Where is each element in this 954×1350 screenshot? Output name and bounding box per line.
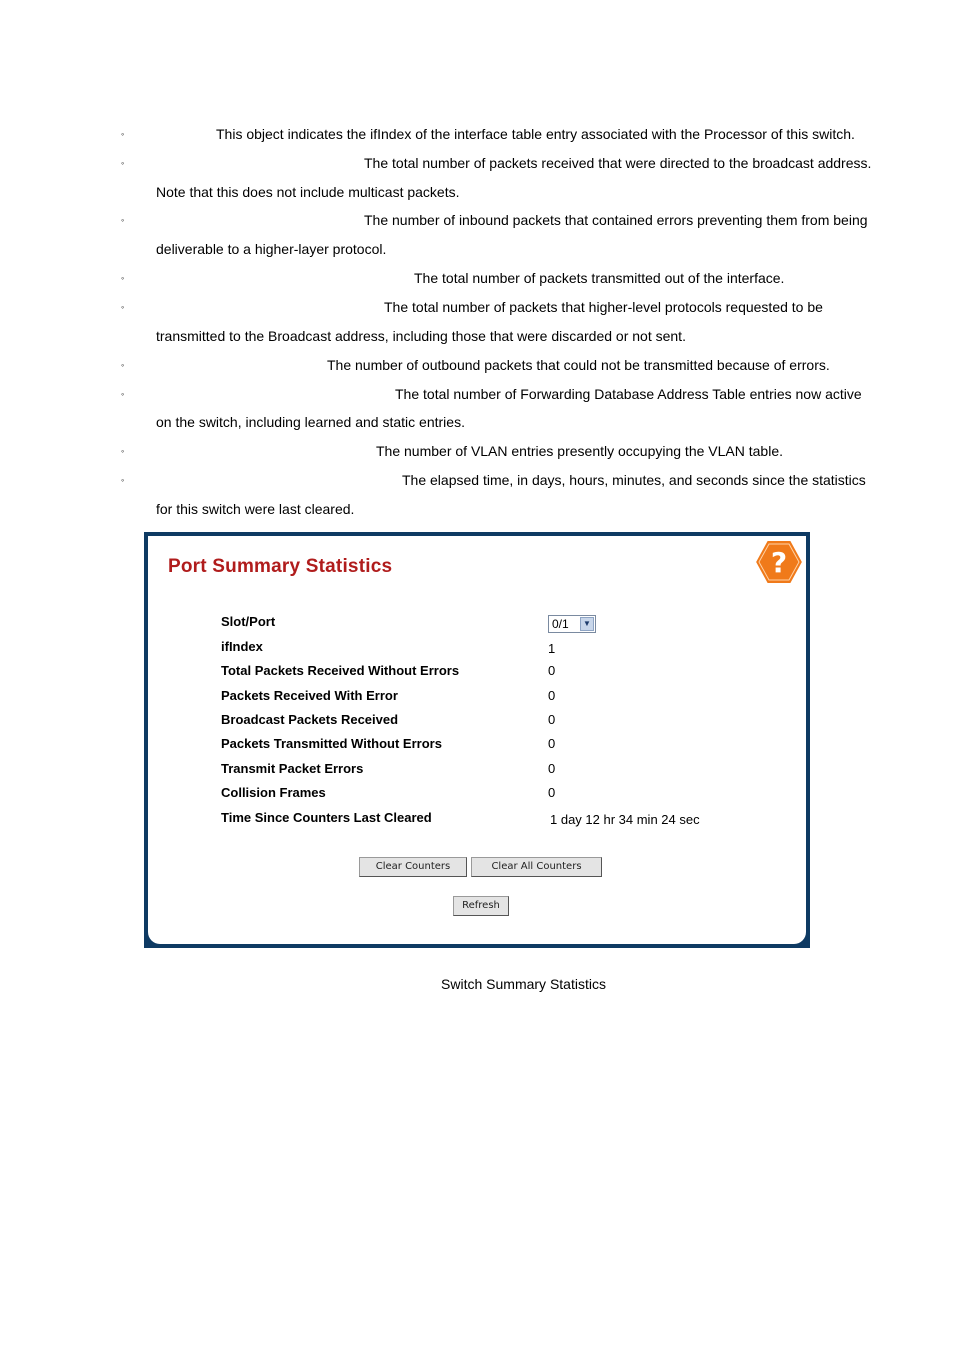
chevron-down-icon[interactable]: ▼: [580, 617, 594, 631]
bullet-text-cont: deliverable to a higher-layer protocol.: [156, 241, 387, 257]
slot-port-select[interactable]: [548, 615, 596, 633]
transmit-packet-errors-value: 0: [548, 761, 556, 776]
time-since-cleared-label: Time Since Counters Last Cleared: [221, 810, 432, 825]
bullet-text: The elapsed time, in days, hours, minutes, and seconds since the statistics: [402, 472, 866, 488]
bullet-marker: ◦: [121, 215, 125, 225]
bullet-text: The number of VLAN entries presently occupying the VLAN table.: [376, 443, 783, 459]
bullet-text-cont: for this switch were last cleared.: [156, 501, 355, 517]
bullet-marker: ◦: [121, 302, 125, 312]
bullet-marker: ◦: [121, 475, 125, 485]
total-packets-received-label: Total Packets Received Without Errors: [221, 663, 460, 678]
bullet-text-cont: transmitted to the Broadcast address, including those that were discarded or not sent.: [156, 328, 686, 344]
broadcast-packets-received-label: Broadcast Packets Received: [221, 712, 399, 727]
figure-caption: Switch Summary Statistics: [441, 976, 606, 992]
bullet-marker: ◦: [121, 129, 125, 139]
bullet-text: The total number of Forwarding Database Address Table entries now active: [395, 386, 862, 402]
bullet-marker: ◦: [121, 273, 125, 283]
bullet-marker: ◦: [121, 446, 125, 456]
port-summary-panel: [144, 532, 810, 948]
bullet-text-cont: on the switch, including learned and static entries.: [156, 414, 465, 430]
broadcast-packets-received-value: 0: [548, 712, 556, 727]
packets-transmitted-value: 0: [548, 736, 556, 751]
total-packets-received-value: 0: [548, 663, 556, 678]
bullet-text: The number of inbound packets that contained errors preventing them from being: [364, 212, 868, 228]
bullet-marker: ◦: [121, 389, 125, 399]
ifindex-label: ifIndex: [221, 639, 263, 654]
bullet-marker: ◦: [121, 360, 125, 370]
packets-transmitted-label: Packets Transmitted Without Errors: [221, 736, 442, 751]
transmit-packet-errors-label: Transmit Packet Errors: [221, 761, 364, 776]
refresh-button[interactable]: Refresh: [453, 896, 509, 916]
panel-title: Port Summary Statistics: [168, 556, 393, 577]
slot-port-selected-value: 0/1: [552, 617, 569, 631]
bullet-text: The total number of packets received that were directed to the broadcast address.: [364, 155, 872, 171]
clear-all-counters-button[interactable]: Clear All Counters: [471, 857, 602, 877]
time-since-cleared-value: 1 day 12 hr 34 min 24 sec: [550, 812, 700, 827]
packets-received-error-label: Packets Received With Error: [221, 688, 398, 703]
bullet-marker: ◦: [121, 158, 125, 168]
bullet-text: This object indicates the ifIndex of the interface table entry associated with the Processor of this switch.: [216, 126, 855, 142]
ifindex-value: 1: [548, 641, 556, 656]
panel-body: [148, 536, 806, 944]
collision-frames-value: 0: [548, 785, 556, 800]
packets-received-error-value: 0: [548, 688, 556, 703]
clear-counters-button[interactable]: Clear Counters: [359, 857, 467, 877]
collision-frames-label: Collision Frames: [221, 785, 326, 800]
bullet-text: The total number of packets that higher-level protocols requested to be: [384, 299, 823, 315]
help-question-icon[interactable]: [753, 538, 805, 586]
svg-text:?: ?: [770, 546, 788, 579]
bullet-text: The number of outbound packets that could not be transmitted because of errors.: [327, 357, 830, 373]
bullet-text-cont: Note that this does not include multicast packets.: [156, 184, 460, 200]
bullet-text: The total number of packets transmitted out of the interface.: [414, 270, 785, 286]
slot-port-label: Slot/Port: [221, 614, 276, 629]
